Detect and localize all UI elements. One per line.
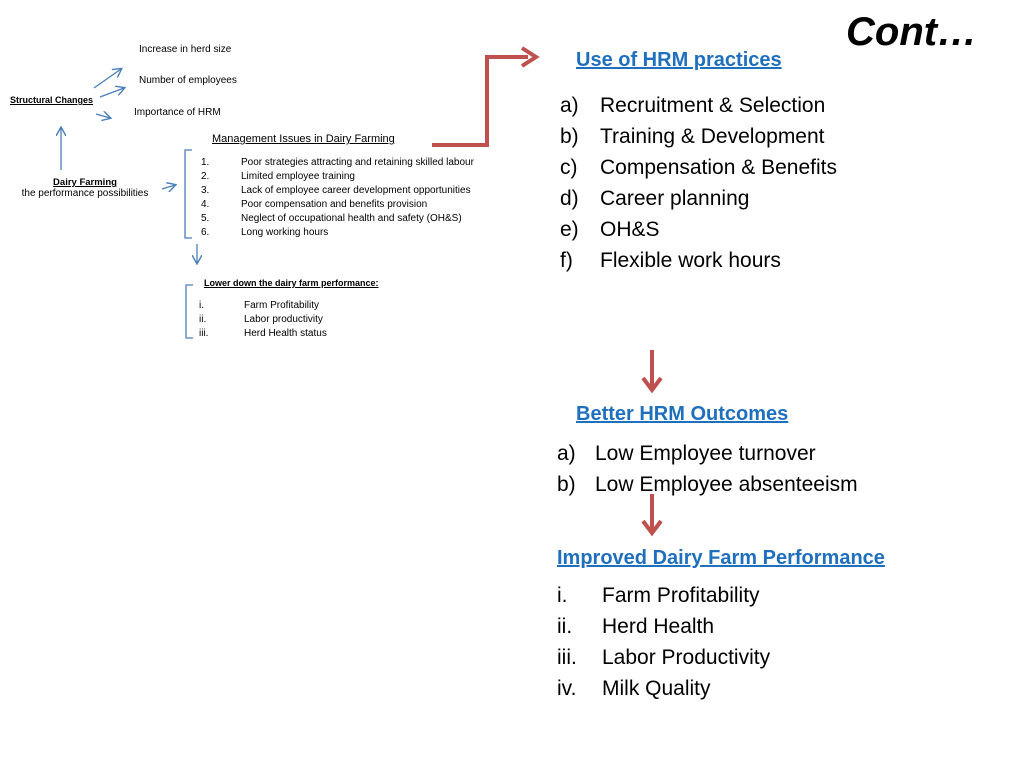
list-item: d) Career planning [560, 187, 750, 210]
list-item: 6. Long working hours [201, 227, 329, 238]
list-item: i. Farm Profitability [199, 300, 320, 311]
farm-performance-list [557, 580, 770, 704]
list-item: 4. Poor compensation and benefits provision [201, 199, 428, 210]
branch-number-employees: Number of employees [139, 75, 237, 86]
farm-performance-heading: Improved Dairy Farm Performance [557, 547, 885, 569]
list-item: 2. Limited employee training [201, 171, 355, 182]
arrow-to-herd-size [94, 69, 121, 88]
list-item: b) Low Employee absenteeism [557, 473, 858, 496]
dairy-farming-subtitle: the performance possibilities [21, 188, 149, 199]
hrm-practices-heading: Use of HRM practices [576, 49, 782, 71]
hrm-outcomes-list [557, 438, 858, 500]
list-item: a) Recruitment & Selection [560, 94, 826, 117]
list-item: i. Farm Profitability [557, 584, 760, 607]
dairy-farming-title: Dairy Farming [53, 177, 117, 188]
list-item: f) Flexible work hours [560, 249, 781, 272]
list-item: iv. Milk Quality [557, 677, 711, 700]
list-item: ii. Labor productivity [199, 314, 323, 325]
list-item: 3. Lack of employee career development opportunities [201, 185, 471, 196]
lower-performance-list [199, 299, 327, 341]
bracket-management [185, 150, 192, 238]
list-item: 1. Poor strategies attracting and retaining skilled labour [201, 157, 474, 168]
branch-herd-size: Increase in herd size [139, 44, 232, 55]
arrow-to-employees [100, 88, 124, 97]
lower-performance-title: Lower down the dairy farm performance: [204, 278, 379, 288]
structural-changes-label: Structural Changes [10, 95, 94, 105]
hrm-outcomes-heading: Better HRM Outcomes [576, 403, 789, 425]
hrm-practices-list [560, 90, 837, 276]
list-item: e) OH&S [560, 218, 660, 241]
list-item: iii. Herd Health status [199, 328, 327, 339]
arrow-to-management [162, 185, 175, 189]
list-item: ii. Herd Health [557, 615, 715, 638]
red-elbow-arrow [432, 57, 528, 145]
list-item: iii. Labor Productivity [557, 646, 771, 669]
branch-importance-hrm: Importance of HRM [134, 107, 221, 118]
management-issues-title: Management Issues in Dairy Farming [212, 133, 395, 145]
bracket-lower [186, 285, 193, 338]
arrow-to-importance-hrm [96, 114, 110, 118]
list-item: a) Low Employee turnover [557, 442, 816, 465]
list-item: b) Training & Development [560, 125, 825, 148]
dairy-farming-block [10, 177, 160, 199]
slide-title: Cont… [846, 10, 978, 54]
management-issues-list [201, 156, 474, 240]
list-item: 5. Neglect of occupational health and safety (OH&S) [201, 213, 462, 224]
list-item: c) Compensation & Benefits [560, 156, 837, 179]
